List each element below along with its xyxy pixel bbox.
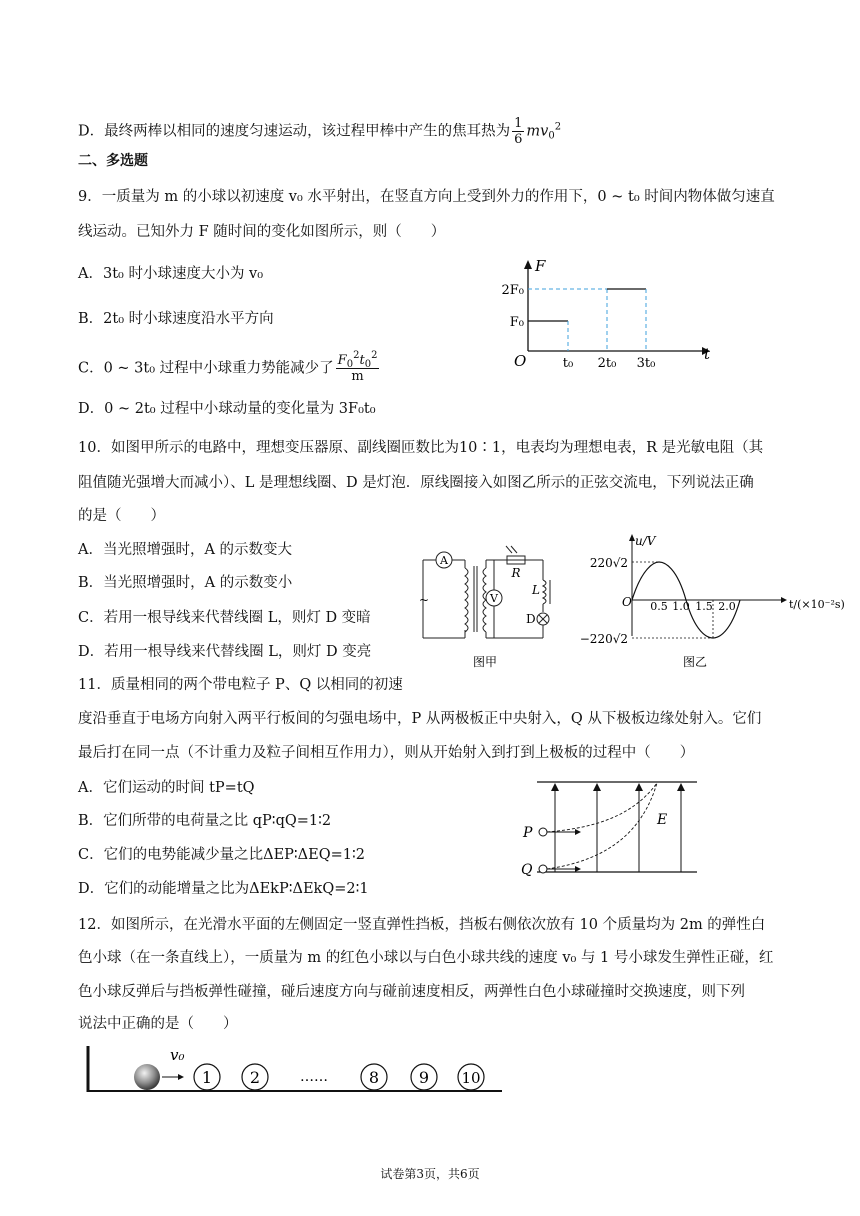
ball-1-label: 1 xyxy=(201,1068,213,1087)
q8d-fraction: $\frac{1}{6}$ xyxy=(514,116,523,147)
q11-option-a: A．它们运动的时间 tP=tQ xyxy=(78,780,255,796)
q10-option-c: C．若用一根导线来代替线圈 L，则灯 D 变暗 xyxy=(78,610,371,626)
q10-option-b: B．当光照增强时，A 的示数变小 xyxy=(78,575,293,591)
q10-inductor-label: L xyxy=(532,583,540,597)
q10-stem-line3: 的是（ ） xyxy=(78,508,165,524)
q9-graph-xtick-t0: t₀ xyxy=(562,356,574,371)
q11-stem-line3: 最后打在同一点（不计重力及粒子间相互作用力），则从开始射入到打到上极板的过程中（ ） xyxy=(78,745,695,761)
q9-force-graph xyxy=(490,255,720,375)
q10-stem-line1: 10．如图甲所示的电路中，理想变压器原、副线圈匝数比为10∶1，电表均为理想电表，R 是光敏电阻（其 xyxy=(78,440,764,456)
q10-option-a: A．当光照增强时，A 的示数变大 xyxy=(78,542,293,558)
q9-stem-line1: 9．一质量为 m 的小球以初速度 v₀ 水平射出，在竖直方向上受到外力的作用下，0 ~ t₀ 时间内物体做匀速直 xyxy=(78,189,775,205)
q10-ammeter-label: A xyxy=(440,554,448,567)
q11-stem-line2: 度沿垂直于电场方向射入两平行板间的匀强电场中，P 从两极板正中央射入，Q 从下极板边缘处射入。它们 xyxy=(78,711,762,727)
q12-velocity-label: v₀ xyxy=(170,1046,185,1064)
ball-10-label: 10 xyxy=(461,1069,481,1087)
q10-lamp-label: D xyxy=(526,612,536,626)
q9-graph-xtick-3t0: 3t₀ xyxy=(636,356,656,371)
q9-graph-origin: O xyxy=(514,352,527,370)
q11-option-c: C．它们的电势能减少量之比ΔEP∶ΔEQ=1∶2 xyxy=(78,847,365,863)
q11-option-d: D．它们的动能增量之比为ΔEkP∶ΔEkQ=2∶1 xyxy=(78,881,369,897)
ball-9-label: 9 xyxy=(418,1068,430,1087)
q9c-fraction: $\frac{F_0^2t_0^2}{m}$ xyxy=(337,350,378,384)
q8d-text: D．最终两棒以相同的速度匀速运动，该过程甲棒中产生的焦耳热为 xyxy=(78,123,511,140)
q12-stem-line4: 说法中正确的是（ ） xyxy=(78,1016,238,1032)
q10-voltmeter-label: V xyxy=(490,592,498,605)
q9-stem-line2: 线运动。已知外力 F 随时间的变化如图所示，则（ ） xyxy=(78,224,446,240)
q10-resistor-label: R xyxy=(511,566,521,580)
q9-graph-y-label: F xyxy=(535,257,546,275)
q10-stem-line2: 阻值随光强增大而减小）、L 是理想线圈、D 是灯泡．原线圈接入如图乙所示的正弦交流电，下列说法正确 xyxy=(78,475,754,491)
q10-graph-xtick-1.5: 1.5 xyxy=(695,600,713,613)
q10-graph-xtick-0.5: 0.5 xyxy=(650,600,668,613)
ellipsis: …… xyxy=(300,1069,328,1085)
q9-option-d: D．0 ~ 2t₀ 过程中小球动量的变化量为 3F₀t₀ xyxy=(78,401,376,417)
q9-graph-ytick-f0: F₀ xyxy=(509,315,524,330)
q12-stem-line2: 色小球（在一条直线上），一质量为 m 的红色小球以与白色小球共线的速度 v₀ 与 1 号小球发生弹性正碰，红 xyxy=(78,950,774,966)
q9-option-c: C．0 ~ 3t₀ 过程中小球重力势能减少了 $\frac{F_0^2t_0^2}{m}$ xyxy=(78,350,378,384)
q8d-tail: mv xyxy=(526,123,549,140)
q9-option-a: A．3t₀ 时小球速度大小为 v₀ xyxy=(78,266,264,282)
section-title: 二、多选题 xyxy=(78,153,148,169)
q9-graph-xtick-2t0: 2t₀ xyxy=(597,356,617,371)
q11-stem-line1: 11．质量相同的两个带电粒子 P、Q 以相同的初速 xyxy=(78,677,403,693)
ball-2-label: 2 xyxy=(249,1068,261,1087)
q10-source-label: ~ xyxy=(419,593,430,607)
q10-fig2-caption: 图乙 xyxy=(682,655,708,669)
q11-field-label: E xyxy=(657,812,668,828)
q12-stem-line1: 12．如图所示，在光滑水平面的左侧固定一竖直弹性挡板，挡板右侧依次放有 10 个质量均为 2m 的弹性白 xyxy=(78,917,766,933)
ball-8-label: 8 xyxy=(368,1068,380,1087)
q10-graph-ymin: −220√2 xyxy=(579,632,628,646)
red-ball xyxy=(134,1064,160,1090)
q10-circuit-diagram xyxy=(410,538,570,673)
q10-option-d: D．若用一根导线来代替线圈 L，则灯 D 变亮 xyxy=(78,644,372,660)
page-footer: 试卷第3页，共6页 xyxy=(380,1167,480,1181)
q12-ball-diagram xyxy=(80,1044,510,1096)
q10-graph-y-label: u/V xyxy=(635,534,656,548)
q11-field-diagram xyxy=(515,778,705,878)
q9-graph-ytick-2f0: 2F₀ xyxy=(501,283,524,298)
q10-graph-xtick-1.0: 1.0 xyxy=(672,600,690,613)
q10-fig1-caption: 图甲 xyxy=(472,655,498,669)
q9-graph-x-label: t xyxy=(704,345,711,363)
q11-particle-p-label: P xyxy=(523,825,533,841)
q9-option-b: B．2t₀ 时小球速度沿水平方向 xyxy=(78,311,274,327)
q10-graph-origin: O xyxy=(622,595,632,609)
q11-option-b: B．它们所带的电荷量之比 qP∶qQ=1∶2 xyxy=(78,813,332,829)
q10-graph-ymax: 220√2 xyxy=(589,556,628,570)
q12-stem-line3: 色小球反弹后与挡板弹性碰撞，碰后速度方向与碰前速度相反，两弹性白色小球碰撞时交换速度，则下列 xyxy=(78,984,745,1000)
q10-graph-x-label: t/(×10⁻²s) xyxy=(789,598,845,611)
q11-particle-q-label: Q xyxy=(521,862,533,878)
q8-option-d: D．最终两棒以相同的速度匀速运动，该过程甲棒中产生的焦耳热为 $\frac{1}{6}$ $mv_0^2$ xyxy=(78,116,562,147)
q10-voltage-graph xyxy=(575,528,845,673)
q10-graph-xtick-2.0: 2.0 xyxy=(718,600,736,613)
